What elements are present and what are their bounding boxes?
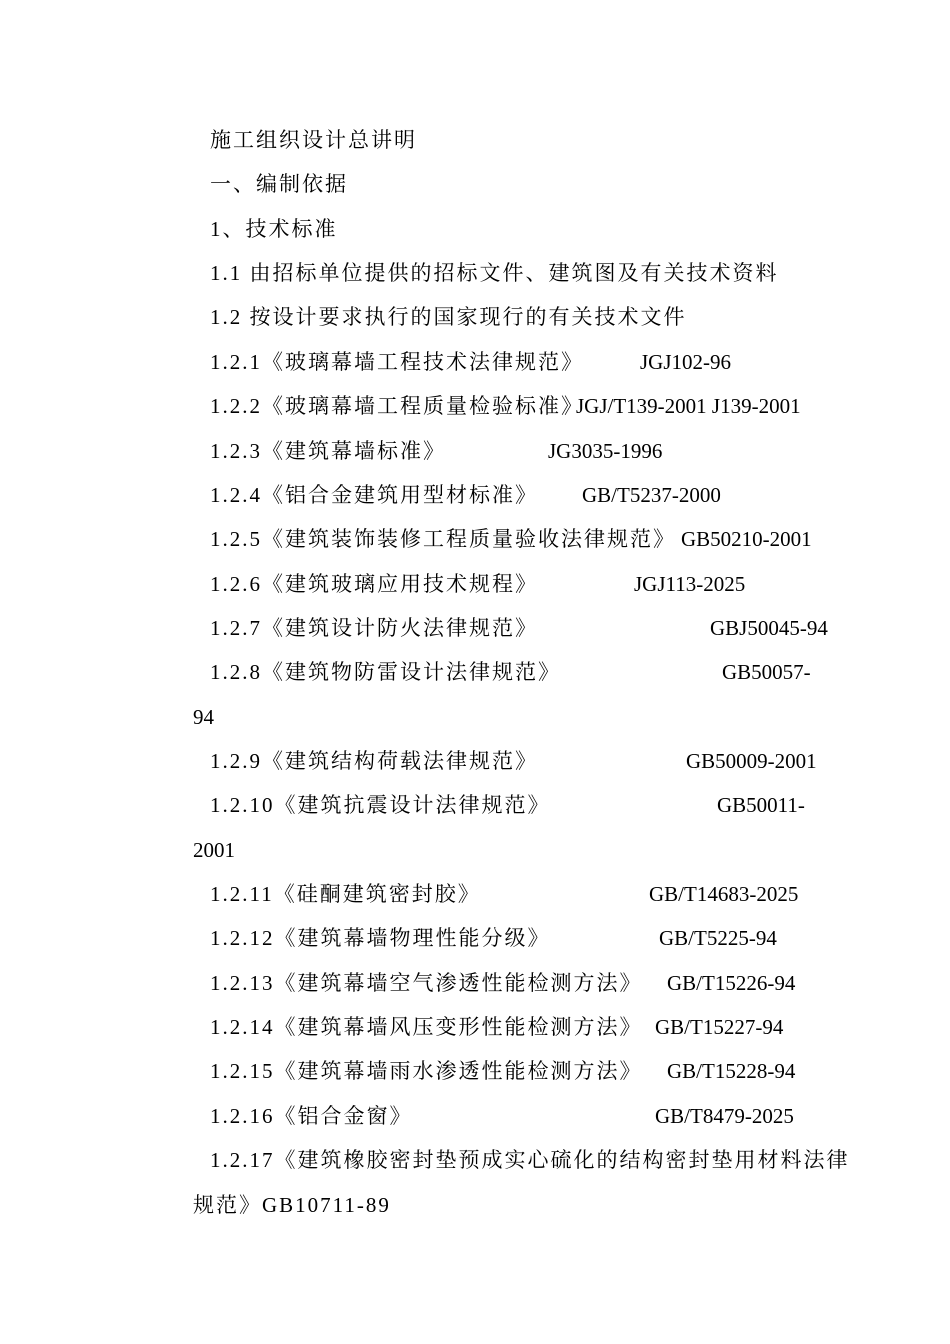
section-heading: 一、编制依据 (210, 172, 348, 196)
standard-code: GB50011- (717, 793, 805, 817)
wrapped-line: 规范》GB10711-89 (193, 1193, 391, 1217)
standard-item: 1.2.11《硅酮建筑密封胶》 GB/T14683-2025 (0, 879, 950, 909)
standard-code: GB/T8479-2025 (655, 1104, 794, 1128)
standard-item: 1.2.6《建筑玻璃应用技术规程》 JGJ113-2025 (0, 569, 950, 599)
standard-code: GB/T15228-94 (667, 1059, 796, 1083)
standard-item: 1.2.12《建筑幕墙物理性能分级》 GB/T5225-94 (0, 923, 950, 953)
standard-code: JG3035-1996 (548, 439, 663, 463)
standard-item: 1.2.3《建筑幕墙标准》 JG3035-1996 (0, 436, 950, 466)
standard-item: 1.2.14《建筑幕墙风压变形性能检测方法》 GB/T15227-94 (0, 1012, 950, 1042)
wrapped-line: 2001 (193, 838, 235, 862)
document-title: 施工组织设计总讲明 (210, 128, 417, 152)
standard-item: 1.2.10《建筑抗震设计法律规范》 GB50011- (0, 790, 950, 820)
standard-item: 1.2.9《建筑结构荷载法律规范》 GB50009-2001 (0, 746, 950, 776)
standard-code: GB/T5225-94 (659, 926, 777, 950)
standard-item: 1.2.8《建筑物防雷设计法律规范》 GB50057- (0, 657, 950, 687)
standard-code: JGJ113-2025 (634, 572, 746, 596)
standard-code: GB/T15226-94 (667, 971, 796, 995)
standard-code: JGJ102-96 (640, 350, 732, 374)
standard-item: 1.2.5《建筑装饰装修工程质量验收法律规范》 GB50210-2001 (0, 524, 950, 554)
standard-item: 1.2.16《铝合金窗》 GB/T8479-2025 (0, 1101, 950, 1131)
standard-item: 1.2.17《建筑橡胶密封垫预成实心硫化的结构密封垫用材料法律 (210, 1148, 850, 1172)
standard-code: GB/T5237-2000 (582, 483, 721, 507)
standard-code: JGJ/T139-2001 J139-2001 (576, 394, 801, 418)
standard-code: GBJ50045-94 (710, 616, 828, 640)
list-item: 1.1 由招标单位提供的招标文件、建筑图及有关技术资料 (210, 261, 779, 285)
standard-item: 1.2.15《建筑幕墙雨水渗透性能检测方法》 GB/T15228-94 (0, 1056, 950, 1086)
list-item: 1.2 按设计要求执行的国家现行的有关技术文件 (210, 305, 687, 329)
standard-code: GB/T15227-94 (655, 1015, 784, 1039)
standard-item: 1.2.7《建筑设计防火法律规范》 GBJ50045-94 (0, 613, 950, 643)
standard-code: GB50057- (722, 660, 811, 684)
standard-item: 1.2.1《玻璃幕墙工程技术法律规范》 JGJ102-96 (0, 347, 950, 377)
standard-code: GB/T14683-2025 (649, 882, 799, 906)
standard-code: GB50210-2001 (681, 527, 812, 551)
standard-item: 1.2.2《玻璃幕墙工程质量检验标准》 JGJ/T139-2001 J139-2001 (0, 391, 950, 421)
standard-item: 1.2.4《铝合金建筑用型材标准》 GB/T5237-2000 (0, 480, 950, 510)
standard-item: 1.2.13《建筑幕墙空气渗透性能检测方法》 GB/T15226-94 (0, 968, 950, 998)
standard-code: GB50009-2001 (686, 749, 817, 773)
subsection-heading: 1、技术标准 (210, 217, 338, 241)
wrapped-line: 94 (193, 705, 214, 729)
